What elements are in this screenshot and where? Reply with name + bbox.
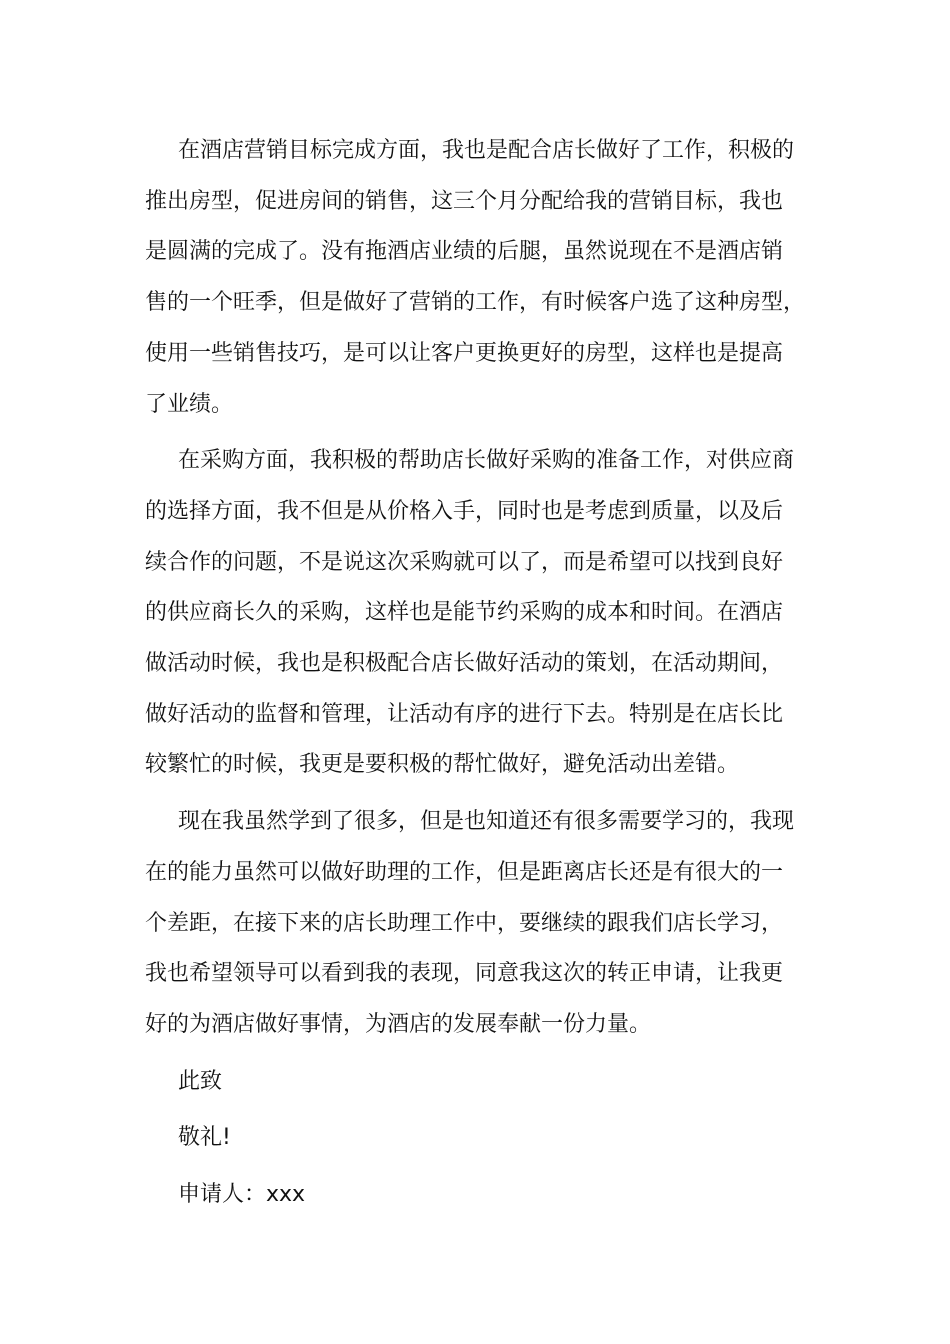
paragraph-line: 是圆满的完成了。没有拖酒店业绩的后腿，虽然说现在不是酒店销 (145, 239, 784, 265)
paragraph-line: 我也希望领导可以看到我的表现，同意我这次的转正申请，让我更 (145, 961, 784, 987)
paragraph-conclusion (145, 797, 805, 1051)
paragraph-line: 较繁忙的时候，我更是要积极的帮忙做好，避免活动出差错。 (145, 752, 740, 778)
paragraph-line: 的供应商长久的采购，这样也是能节约采购的成本和时间。在酒店 (145, 600, 784, 626)
applicant-signature: 申请人：xxx (178, 1182, 306, 1208)
paragraph-line: 推出房型，促进房间的销售，这三个月分配给我的营销目标，我也 (145, 188, 784, 214)
paragraph-line: 售的一个旺季，但是做好了营销的工作，有时候客户选了这种房型， (145, 290, 806, 316)
paragraph-line: 好的为酒店做好事情，为酒店的发展奉献一份力量。 (145, 1011, 652, 1037)
document-body (145, 126, 805, 1227)
paragraph-line: 在的能力虽然可以做好助理的工作，但是距离店长还是有很大的一 (145, 859, 784, 885)
paragraph-line: 在采购方面，我积极的帮助店长做好采购的准备工作，对供应商 (178, 448, 795, 474)
paragraph-purchasing (145, 436, 805, 791)
closing-salutation: 此致 (178, 1068, 223, 1094)
paragraph-line: 了业绩。 (145, 391, 234, 417)
paragraph-line: 个差距，在接下来的店长助理工作中，要继续的跟我们店长学习， (145, 910, 784, 936)
closing-regards: 敬礼! (178, 1125, 231, 1151)
paragraph-line: 使用一些销售技巧，是可以让客户更换更好的房型，这样也是提高 (145, 340, 784, 366)
paragraph-line: 做活动时候，我也是积极配合店长做好活动的策划，在活动期间， (145, 651, 784, 677)
paragraph-line: 做好活动的监督和管理，让活动有序的进行下去。特别是在店长比 (145, 701, 784, 727)
paragraph-line: 在酒店营销目标完成方面，我也是配合店长做好了工作，积极的 (178, 138, 795, 163)
paragraph-line: 续合作的问题，不是说这次采购就可以了，而是希望可以找到良好 (145, 549, 784, 575)
paragraph-line: 现在我虽然学到了很多，但是也知道还有很多需要学习的，我现 (178, 809, 795, 835)
paragraph-line: 的选择方面，我不但是从价格入手，同时也是考虑到质量，以及后 (145, 498, 784, 524)
paragraph-sales (145, 126, 805, 430)
